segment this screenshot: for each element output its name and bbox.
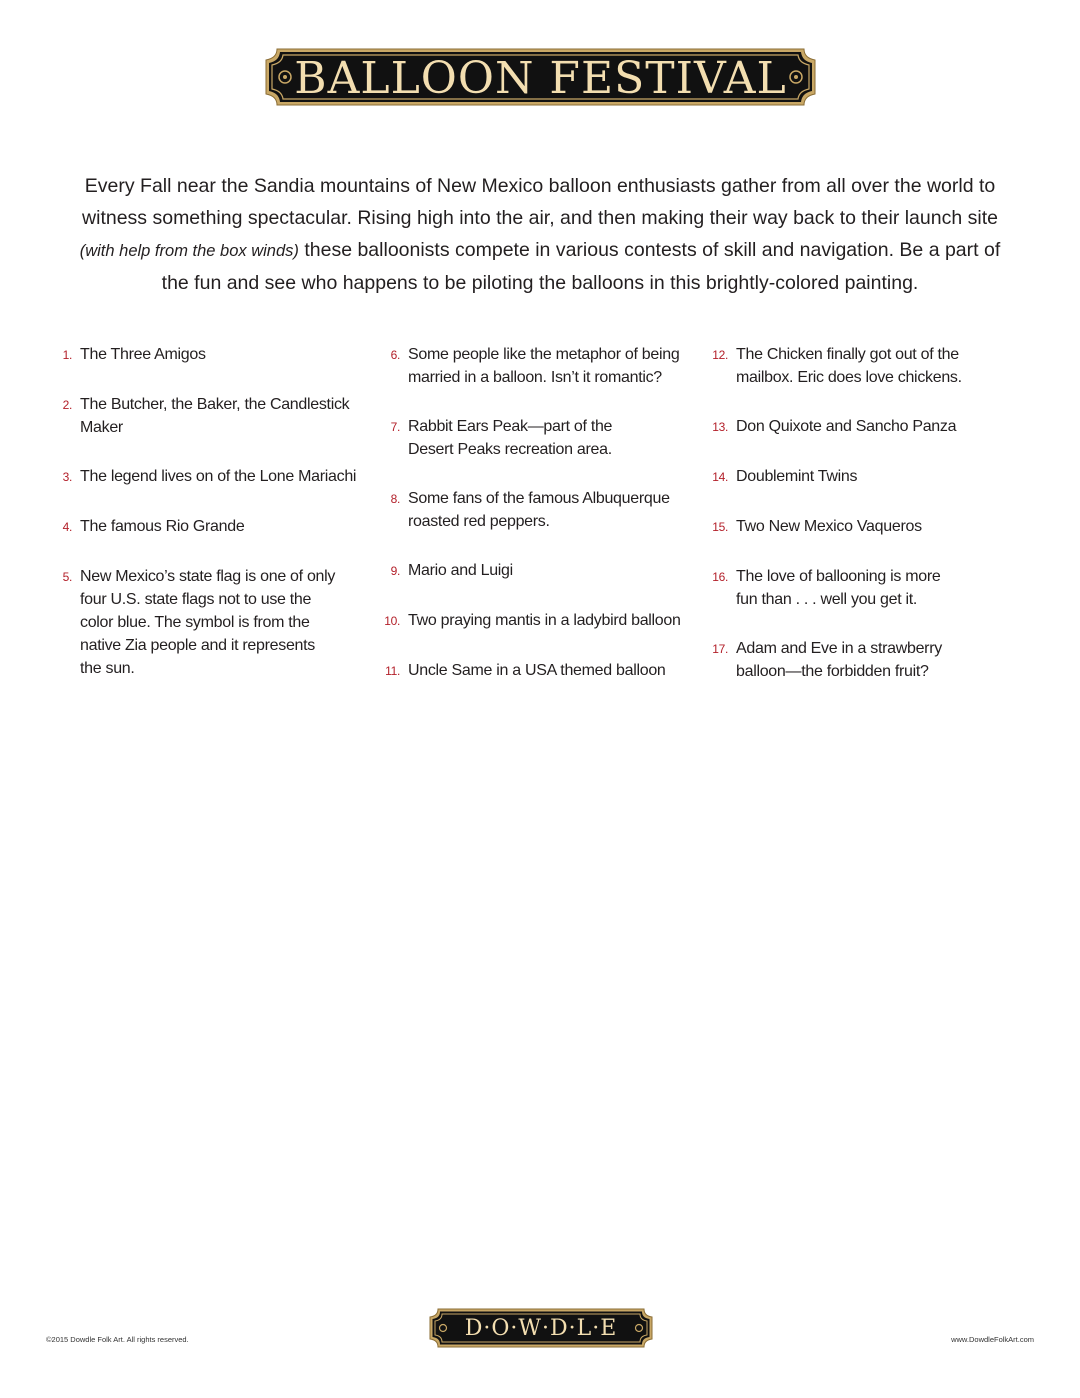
item-text: The Three Amigos bbox=[80, 346, 206, 363]
page-title: BALLOON FESTIVAL bbox=[294, 52, 787, 104]
answer-list-column-1 bbox=[50, 343, 380, 706]
item-text: Uncle Same in a USA themed balloon bbox=[408, 662, 666, 679]
dowdle-logo bbox=[428, 1307, 654, 1349]
list-item bbox=[378, 659, 698, 683]
item-text: Two New Mexico Vaqueros bbox=[736, 518, 922, 535]
item-text: The Butcher, the Baker, the Candlestick Maker bbox=[80, 396, 350, 436]
item-text: New Mexico’s state flag is one of only four U.S. state flags not to use the color blue. The symbol is from the native Zia people and it represents the sun. bbox=[80, 568, 336, 677]
list-item bbox=[378, 559, 698, 583]
list-item bbox=[378, 415, 698, 461]
list-item bbox=[706, 515, 996, 539]
list-item bbox=[706, 415, 996, 439]
item-text: Rabbit Ears Peak—part of the Desert Peaks recreation area. bbox=[408, 418, 613, 458]
item-number: 10. bbox=[384, 614, 400, 628]
logo-text: D·O·W·D·L·E bbox=[464, 1315, 618, 1341]
list-item bbox=[378, 343, 698, 389]
item-number: 9. bbox=[390, 564, 400, 578]
website-url: www.DowdleFolkArt.com bbox=[951, 1335, 1034, 1344]
intro-text-part2: these balloonists compete in various contests of skill and navigation. Be a part of the fun and see who happens to be piloting the balloons in this brightly-colored painting. bbox=[161, 239, 1001, 294]
item-text: Adam and Eve in a strawberry balloon—the forbidden fruit? bbox=[736, 640, 942, 680]
item-number: 11. bbox=[385, 664, 400, 678]
list-item bbox=[50, 343, 380, 367]
item-text: The Chicken finally got out of the mailbox. Eric does love chickens. bbox=[736, 346, 962, 386]
item-number: 14. bbox=[712, 470, 728, 484]
list-item bbox=[50, 515, 380, 539]
item-number: 15. bbox=[712, 520, 728, 534]
list-item bbox=[378, 487, 698, 533]
item-number: 6. bbox=[390, 348, 400, 362]
item-text: Some fans of the famous Albuquerque roasted red peppers. bbox=[408, 490, 670, 530]
answer-list-column-2 bbox=[378, 343, 698, 709]
list-item bbox=[706, 465, 996, 489]
intro-paragraph bbox=[70, 170, 1010, 299]
item-number: 4. bbox=[62, 520, 72, 534]
list-item bbox=[706, 565, 996, 611]
list-item bbox=[50, 565, 380, 680]
item-number: 5. bbox=[62, 570, 72, 584]
item-number: 16. bbox=[712, 570, 728, 584]
item-number: 13. bbox=[712, 420, 728, 434]
item-text: Some people like the metaphor of being married in a balloon. Isn’t it romantic? bbox=[408, 346, 680, 386]
list-item bbox=[378, 609, 698, 633]
item-text: Don Quixote and Sancho Panza bbox=[736, 418, 957, 435]
item-number: 12. bbox=[712, 348, 728, 362]
item-number: 3. bbox=[62, 470, 72, 484]
list-item bbox=[706, 343, 996, 389]
item-number: 2. bbox=[62, 398, 72, 412]
item-number: 8. bbox=[390, 492, 400, 506]
list-item bbox=[50, 393, 380, 439]
item-text: The famous Rio Grande bbox=[80, 518, 245, 535]
item-text: The legend lives on of the Lone Mariachi bbox=[80, 468, 357, 485]
item-text: The love of ballooning is more fun than . . . well you get it. bbox=[736, 568, 941, 608]
item-number: 7. bbox=[390, 420, 400, 434]
intro-text-part1: Every Fall near the Sandia mountains of New Mexico balloon enthusiasts gather from all over the world to witness something spectacular. Rising high into the air, and then making their way back to their launch site bbox=[82, 175, 998, 229]
intro-text-italic: (with help from the box winds) bbox=[79, 242, 299, 260]
item-number: 1. bbox=[62, 348, 72, 362]
list-item bbox=[50, 465, 380, 489]
list-item bbox=[706, 637, 996, 683]
answer-list-column-3 bbox=[706, 343, 996, 709]
item-text: Doublemint Twins bbox=[736, 468, 858, 485]
item-text: Mario and Luigi bbox=[408, 562, 513, 579]
title-banner bbox=[263, 46, 818, 108]
copyright-notice: ©2015 Dowdle Folk Art. All rights reserved. bbox=[46, 1335, 189, 1344]
item-number: 17. bbox=[712, 642, 728, 656]
item-text: Two praying mantis in a ladybird balloon bbox=[408, 612, 681, 629]
